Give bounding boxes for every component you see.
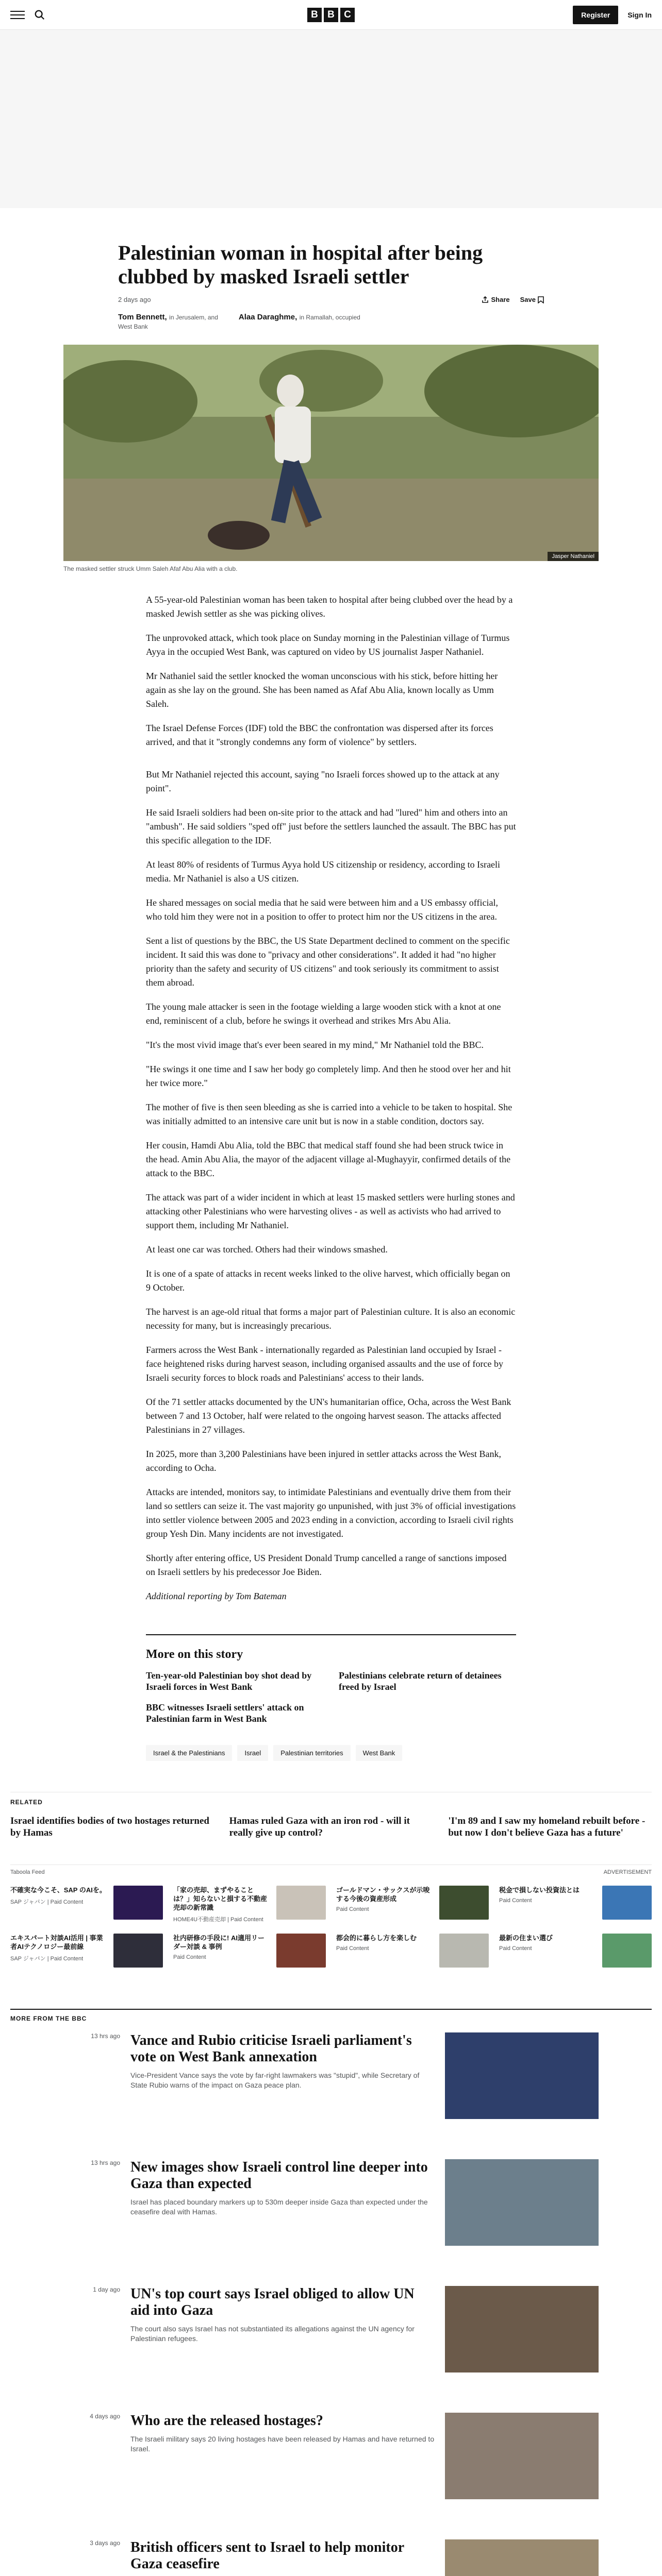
sponsored-item[interactable]	[499, 1886, 652, 1923]
sponsored-source: SAP ジャパン | Paid Content	[10, 1899, 84, 1905]
paragraph: "He swings it one time and I saw her body go completely limp. And then he stood over her and hit her twice more."	[146, 1064, 511, 1088]
sponsored-item[interactable]	[10, 1934, 163, 1968]
story-summary: The Israeli military says 20 living hostages have been released by Hamas and have returned to Israel.	[130, 2435, 435, 2453]
byline-location: West Bank	[118, 323, 148, 330]
paragraph: Mr Nathaniel said the settler knocked the woman unconscious with his stick, before hitting her again as she lay on the ground. She has been named as Afaf Abu Alia, known locally as Umm Saleh.	[146, 671, 498, 709]
story-thumbnail[interactable]	[445, 2032, 599, 2119]
paragraph: Sent a list of questions by the BBC, the US State Department declined to comment on the specific incident. It said this was done to "privacy and other considerations". It added it had "no higher priority than the safety and security of US citizens" and took seriously its commitment to assist them abroad.	[146, 936, 510, 988]
sponsored-item[interactable]	[499, 1934, 652, 1968]
paragraph: Of the 71 settler attacks documented by the UN's humanitarian office, Ocha, across the West Bank between 7 and 13 October, half were related to the ongoing harvest season. The attacks affected Palestinians in 27 villages.	[146, 1397, 511, 1435]
image-credit: Jasper Nathaniel	[548, 552, 599, 561]
story-thumbnail[interactable]	[445, 2286, 599, 2372]
sponsored-header	[10, 1865, 652, 1875]
story-title[interactable]: British officers sent to Israel to help monitor Gaza ceasefire	[130, 2539, 404, 2572]
paragraph: The attack was part of a wider incident in which at least 15 masked settlers were hurling stones and attacking other Palestinians who were harvesting olives - as well as activists who had arrived to support them, including Mr Nathaniel.	[146, 1192, 515, 1230]
sponsored-title: 不確実な今こそ、SAP のAIを。	[10, 1886, 106, 1894]
sponsored-title: 税金で損しない投資法とは	[499, 1886, 580, 1894]
story-time: 13 hrs ago	[91, 2032, 120, 2040]
story-summary: The court also says Israel has not substantiated its allegations against the UN agency for Palestinian refugees.	[130, 2325, 415, 2343]
sponsored-thumbnail	[602, 1886, 652, 1920]
article-timestamp: 2 days ago	[118, 296, 151, 303]
story-time: 4 days ago	[90, 2413, 120, 2420]
story-thumbnail[interactable]	[445, 2159, 599, 2246]
article-body	[146, 593, 516, 1761]
sponsored-source: SAP ジャパン | Paid Content	[10, 1956, 84, 1962]
sponsored-thumbnail	[276, 1886, 326, 1920]
related-link[interactable]: 'I'm 89 and I saw my homeland rebuilt before - but now I don't believe Gaza has a future'	[448, 1816, 646, 1838]
paragraph: At least 80% of residents of Turmus Ayya hold US citizenship or residency, according to Israeli media. Mr Nathaniel is also a US citizen.	[146, 859, 501, 884]
story-link[interactable]: BBC witnesses Israeli settlers' attack on Palestinian farm in West Bank	[146, 1702, 304, 1724]
sponsored-thumbnail	[276, 1934, 326, 1968]
sponsored-thumbnail	[439, 1934, 489, 1968]
story-thumbnail[interactable]	[445, 2539, 599, 2576]
more-from-bbc-list	[63, 2032, 599, 2576]
author-role: in Jerusalem, and	[169, 314, 218, 321]
logo-letter: C	[340, 8, 355, 22]
paragraph: The unprovoked attack, which took place on Sunday morning in the Palestinian village of Turmus Ayya in the occupied West Bank, was captured on video by US journalist Jasper Nathaniel.	[146, 633, 510, 657]
sponsored-source: Paid Content	[499, 1945, 532, 1952]
search-icon[interactable]	[34, 9, 45, 21]
share-label: Share	[491, 296, 510, 303]
related-list	[10, 1815, 652, 1839]
sponsored-title: 社内研修の手段に! AI適用リーダー対談 & 事例	[173, 1934, 264, 1951]
sponsored-title: 「家の売却、まずやることは？」知らないと損する不動産売却の新常識	[173, 1886, 268, 1911]
paragraph: "It's the most vivid image that's ever been seared in my mind," Mr Nathaniel told the BBC.	[146, 1040, 484, 1050]
topic-tag[interactable]: Israel	[237, 1745, 268, 1761]
logo-letter: B	[324, 8, 338, 22]
paragraph: At least one car was torched. Others had their windows smashed.	[146, 1244, 388, 1255]
bbc-story[interactable]	[63, 2286, 599, 2372]
related-link[interactable]: Hamas ruled Gaza with an iron rod - will it really give up control?	[229, 1816, 410, 1838]
sponsored-source: Paid Content	[336, 1945, 369, 1952]
sign-in-button[interactable]: Sign In	[627, 10, 652, 19]
menu-icon[interactable]	[10, 11, 25, 19]
sponsored-source: Paid Content	[499, 1897, 532, 1904]
sponsored-thumbnail	[439, 1886, 489, 1920]
author-name[interactable]: Tom Bennett,	[118, 313, 167, 321]
paragraph: The harvest is an age-old ritual that forms a major part of Palestinian culture. It is also an economic necessity for many, but is increasingly precarious.	[146, 1307, 516, 1331]
author-role: in Ramallah, occupied	[299, 314, 360, 321]
more-from-bbc-label: MORE FROM THE BBC	[10, 2009, 652, 2022]
bbc-logo[interactable]	[307, 8, 355, 22]
bbc-story[interactable]	[63, 2413, 599, 2499]
bbc-story[interactable]	[63, 2159, 599, 2246]
story-title[interactable]: New images show Israeli control line deeper into Gaza than expected	[130, 2159, 428, 2192]
paragraph: Attacks are intended, monitors say, to intimidate Palestinians and eventually drive them from their land so settlers can seize it. The vast majority go unpunished, with just 3% of official investigations into settler violence between 2005 and 2023 ending in a conviction, according to Israeli civil rights group Yesh Din. Many incidents are not investigated.	[146, 1487, 516, 1539]
sponsored-title: 都会的に暮らし方を楽しむ	[336, 1934, 417, 1942]
sponsored-item[interactable]	[173, 1886, 326, 1923]
hero-image	[63, 345, 599, 561]
story-link[interactable]: Palestinians celebrate return of detainees freed by Israel	[339, 1670, 502, 1692]
related-link[interactable]: Israel identifies bodies of two hostages returned by Hamas	[10, 1816, 209, 1838]
top-navigation	[0, 0, 662, 30]
save-button[interactable]	[520, 296, 544, 303]
bbc-story[interactable]	[63, 2539, 599, 2576]
additional-reporting: Additional reporting by Tom Bateman	[146, 1591, 287, 1601]
byline	[118, 313, 544, 322]
sponsored-title: ゴールドマン・サックスが示唆する今後の資産形成	[336, 1886, 430, 1903]
share-button[interactable]	[482, 296, 509, 303]
topic-tag[interactable]: Israel & the Palestinians	[146, 1745, 232, 1761]
sponsored-thumbnail	[602, 1934, 652, 1968]
bbc-story[interactable]	[63, 2032, 599, 2119]
more-on-story-title: More on this story	[146, 1634, 516, 1662]
paragraph: A 55-year-old Palestinian woman has been taken to hospital after being clubbed over the head by a masked Jewish settler as she was picking olives.	[146, 595, 513, 619]
sponsored-item[interactable]	[336, 1886, 489, 1923]
topic-tag[interactable]: Palestinian territories	[273, 1745, 350, 1761]
sponsored-provider[interactable]: Taboola Feed	[10, 1869, 45, 1875]
paragraph: The Israel Defense Forces (IDF) told the BBC the confrontation was dispersed after its forces arrived, and that it "strongly condemns any form of violence" by settlers.	[146, 723, 493, 747]
sponsored-title: 最新の住まい選び	[499, 1934, 553, 1942]
sponsored-source: Paid Content	[173, 1954, 206, 1960]
author-name[interactable]: Alaa Daraghme,	[238, 313, 297, 321]
article-headline: Palestinian woman in hospital after being clubbed by masked Israeli settler	[118, 241, 483, 288]
hero-illustration	[63, 345, 599, 561]
sponsored-title: エキスパート対談AI活用 | 事業者AIテクノロジー最前線	[10, 1934, 103, 1951]
bookmark-icon	[538, 296, 544, 303]
image-caption: The masked settler struck Umm Saleh Afaf Abu Alia with a club.	[63, 565, 238, 572]
sponsored-source: HOME4U不動産売却 | Paid Content	[173, 1917, 263, 1923]
story-summary: Israel has placed boundary markers up to 530m deeper inside Gaza than expected under the ceasefire deal with Hamas.	[130, 2198, 428, 2216]
sponsored-item[interactable]	[10, 1886, 163, 1923]
paragraph: But Mr Nathaniel rejected this account, saying "no Israeli forces showed up to the attack at any point".	[146, 769, 500, 793]
paragraph: The mother of five is then seen bleeding as she is carried into a vehicle to be taken to hospital. She was initially admitted to an intensive care unit but is now in a stable condition, doctors say.	[146, 1102, 512, 1126]
logo-letter: B	[307, 8, 322, 22]
paragraph: Shortly after entering office, US President Donald Trump cancelled a range of sanctions imposed on Israeli settlers by his predecessor Joe Biden.	[146, 1553, 507, 1577]
top-ad-slot	[0, 30, 662, 208]
sponsored-item[interactable]	[336, 1934, 489, 1968]
sponsored-item[interactable]	[173, 1934, 326, 1968]
topic-tags	[146, 1745, 516, 1761]
paragraph: He shared messages on social media that he said were between him and a US embassy official, who told him they were not in a position to offer to protect him nor the US citizens in the area.	[146, 897, 498, 922]
related-label: RELATED	[10, 1792, 652, 1806]
story-link[interactable]: Ten-year-old Palestinian boy shot dead by Israeli forces in West Bank	[146, 1670, 312, 1692]
story-title[interactable]: UN's top court says Israel obliged to allow UN aid into Gaza	[130, 2286, 415, 2318]
story-title[interactable]: Vance and Rubio criticise Israeli parliament's vote on West Bank annexation	[130, 2032, 412, 2065]
paragraph: Farmers across the West Bank - internationally regarded as Palestinian land occupied by Israel - face heightened risks during harvest season, including organised assaults and the use of force by Israeli security forces to block roads and Palestinians' access to their lands.	[146, 1345, 503, 1383]
ad-label: ADVERTISEMENT	[603, 1869, 652, 1875]
story-time: 1 day ago	[93, 2286, 120, 2293]
register-button[interactable]: Register	[573, 6, 618, 24]
story-time: 13 hrs ago	[91, 2159, 120, 2166]
paragraph: He said Israeli soldiers had been on-site prior to the attack and had "lured" him and others into an "ambush". He said soldiers "sped off" just before the settlers launched the assault. The BBC has put this specific allegation to the IDF.	[146, 807, 516, 845]
save-label: Save	[520, 296, 536, 303]
story-time: 3 days ago	[90, 2539, 120, 2547]
share-icon	[482, 296, 489, 303]
paragraph: The young male attacker is seen in the footage wielding a large wooden stick with a knot at one end, reminiscent of a club, before he swings it overhead and strikes Mrs Abu Alia.	[146, 1002, 501, 1026]
story-thumbnail[interactable]	[445, 2413, 599, 2499]
story-title[interactable]: Who are the released hostages?	[130, 2413, 323, 2429]
story-summary: Vice-President Vance says the vote by far-right lawmakers was "stupid", while Secretary of State Rubio warns of the impact on Gaza peace plan.	[130, 2071, 420, 2089]
paragraph: In 2025, more than 3,200 Palestinians have been injured in settler attacks across the West Bank, according to Ocha.	[146, 1449, 502, 1473]
topic-tag[interactable]: West Bank	[356, 1745, 403, 1761]
paragraph: Her cousin, Hamdi Abu Alia, told the BBC that medical staff found she had been struck twice in the head. Amin Abu Alia, the mayor of the adjacent village al-Mughayyir, confirmed details of the attack to the BBC.	[146, 1140, 511, 1178]
sponsored-source: Paid Content	[336, 1906, 369, 1912]
sponsored-thumbnail	[113, 1934, 163, 1968]
paragraph: It is one of a spate of attacks in recent weeks linked to the olive harvest, which officially began on 9 October.	[146, 1268, 510, 1293]
more-on-story-list	[146, 1670, 516, 1724]
sponsored-thumbnail	[113, 1886, 163, 1920]
sponsored-grid	[10, 1886, 652, 1968]
